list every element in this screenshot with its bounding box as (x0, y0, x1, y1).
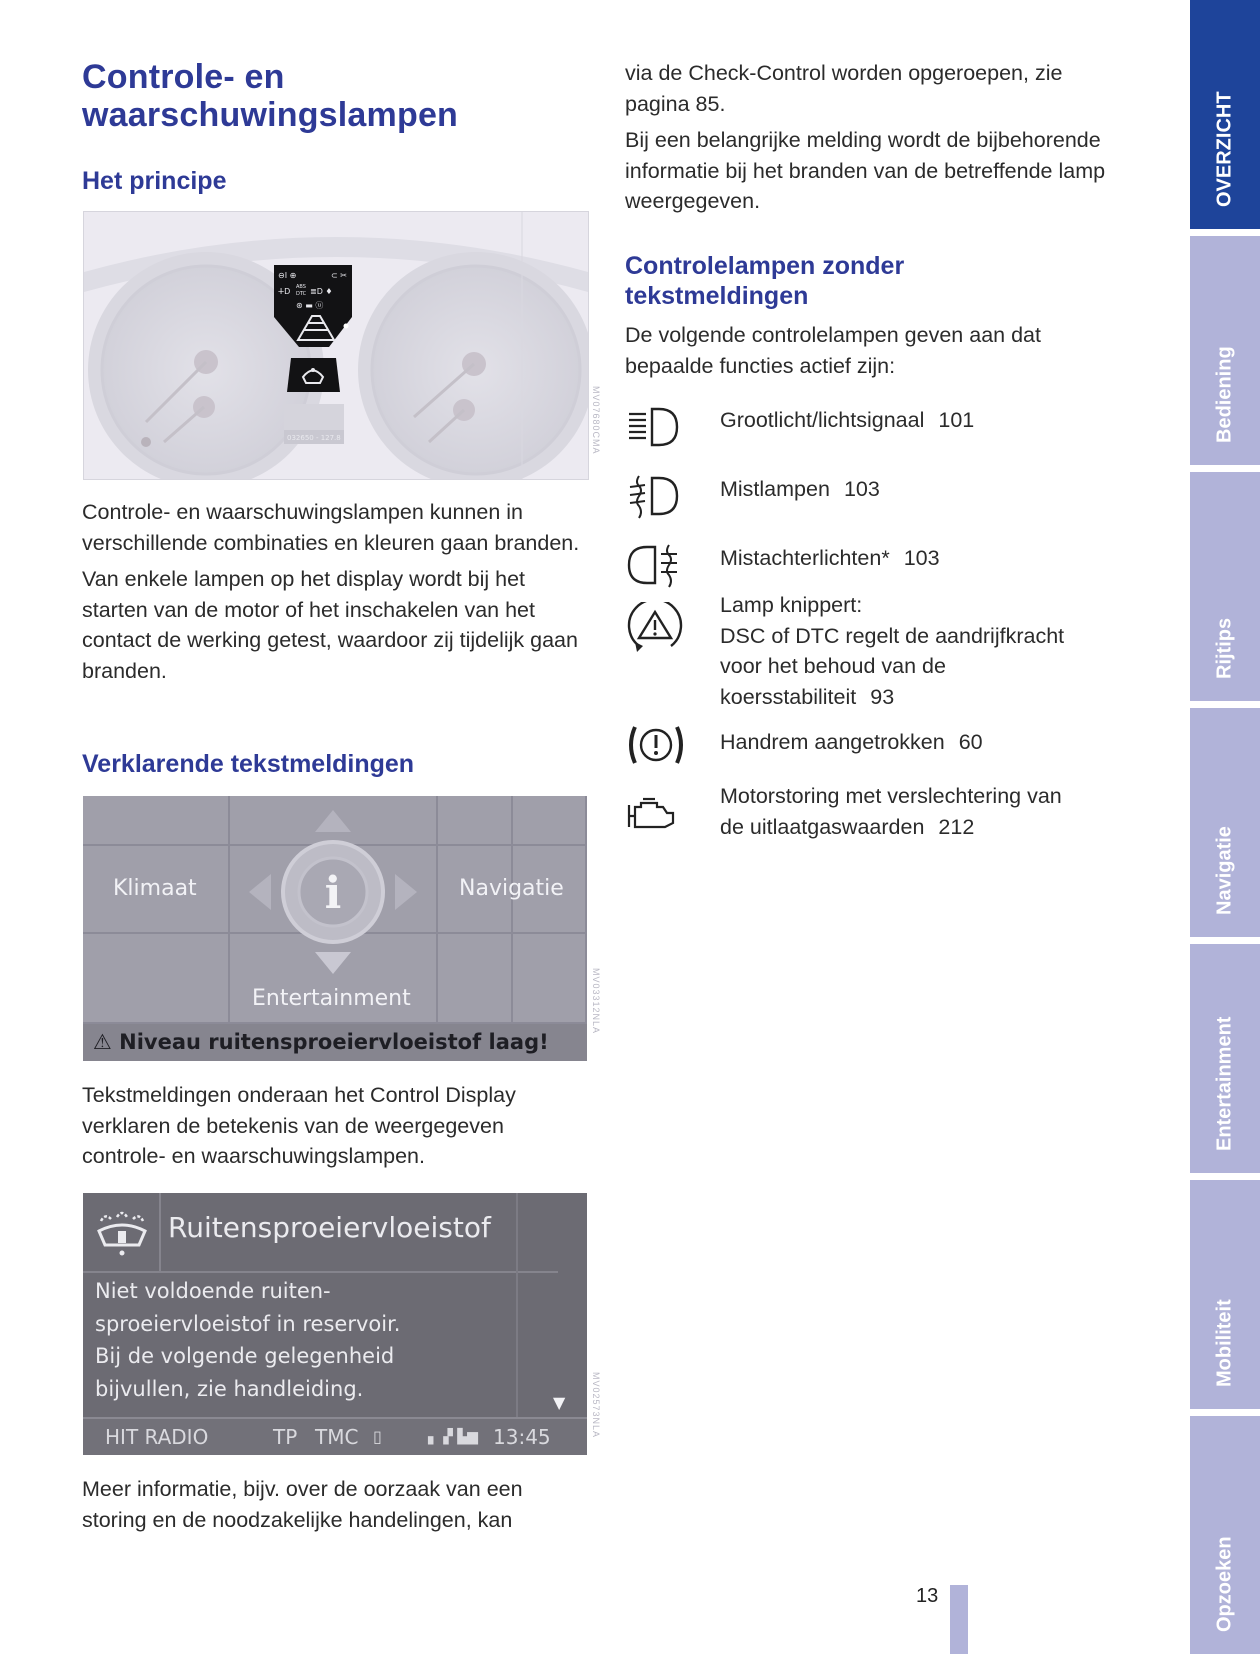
tab-overzicht[interactable] (1190, 0, 1260, 229)
lamp-description (720, 727, 1120, 758)
lamp-label: Handrem aangetrokken (720, 730, 945, 754)
lamp-label: de uitlaatgaswaarden (720, 814, 925, 839)
page-reference-link[interactable]: 60 (958, 730, 983, 754)
page-reference-link[interactable]: 103 (843, 477, 880, 501)
instrument-cluster-figure (83, 211, 589, 480)
fog-lamp-icon (625, 474, 687, 520)
menu-item-navigatie[interactable]: Navigatie (459, 876, 564, 901)
page-title-line2: waarschuwingslampen (82, 96, 459, 134)
lamp-label: koersstabiliteit (720, 684, 857, 709)
status-radio: HIT RADIO (105, 1425, 209, 1449)
svg-text:⊂ ✂: ⊂ ✂ (331, 271, 347, 280)
page-reference-link[interactable]: 93 (870, 684, 895, 709)
svg-text:⊖I ⊕: ⊖I ⊕ (278, 271, 297, 280)
status-tmc: TMC (315, 1425, 359, 1449)
lamp-description (720, 405, 1120, 436)
tab-label: Navigatie (1213, 826, 1236, 915)
status-bar (83, 1417, 587, 1455)
control-display-menu-figure (83, 796, 587, 1061)
message-line: Niet voldoende ruiten- (95, 1279, 331, 1303)
lamps-intro (625, 320, 1130, 381)
handbrake-icon (625, 723, 687, 769)
phone-icon: ▯ (373, 1427, 382, 1446)
lamp-label: DSC of DTC regelt de aandrijfkracht (720, 623, 1065, 648)
message-line: Bij de volgende gelegenheid (95, 1344, 395, 1368)
page-reference-link[interactable]: 103 (903, 546, 940, 570)
lamp-label: Mistlampen (720, 477, 830, 501)
tab-label: OVERZICHT (1213, 91, 1236, 207)
lamp-description (720, 590, 1120, 712)
menu-item-entertainment[interactable]: Entertainment (252, 986, 411, 1011)
paragraph: De volgende controlelampen geven aan dat bepaalde functies actief zijn: (625, 323, 1041, 378)
lamp-description (720, 543, 1120, 574)
rear-fog-lamp-icon (625, 543, 687, 589)
page-number: 13 (916, 1585, 939, 1607)
right-intro-text (625, 58, 1130, 217)
figure-code: MV03312NLA (591, 968, 601, 1035)
page-title-line1: Controle- en (82, 58, 285, 96)
page-reference-link[interactable]: 101 (938, 408, 975, 432)
tab-label: Opzoeken (1213, 1536, 1236, 1632)
arrow-right-icon (395, 874, 417, 910)
controller-dial-icon (243, 804, 423, 984)
section-heading-lamps-without-messages (625, 251, 904, 311)
heading-line: Controlelampen zonder (625, 252, 905, 280)
paragraph: Controle- en waarschuwingslampen kunnen in verschillende combinaties en kleuren gaan branden. (82, 500, 580, 555)
status-tp: TP (273, 1425, 298, 1449)
tab-label: Bediening (1213, 346, 1236, 443)
lamp-description (720, 781, 1120, 842)
engine-icon (625, 793, 687, 839)
lamp-label: voor het behoud van de (720, 654, 946, 678)
tab-label: Mobiliteit (1213, 1299, 1236, 1387)
message-body (95, 1275, 400, 1405)
svg-text:ABS: ABS (296, 284, 306, 290)
text-messages-paragraph (82, 1080, 592, 1172)
page-reference-link[interactable]: 212 (938, 814, 975, 839)
svg-text:032650 - 127.8: 032650 - 127.8 (287, 434, 341, 442)
signal-strength-icon: ▖▗▘▙▆ (428, 1429, 477, 1445)
intro-text (82, 497, 592, 686)
lamp-label: Lamp knippert: (720, 593, 863, 617)
paragraph: Bij een belangrijke melding wordt de bijbehorende informatie bij het branden van de betreffende lamp weergegeven. (625, 128, 1106, 213)
page-title (82, 58, 458, 134)
lamp-label: Motorstoring met verslechtering van (720, 784, 1062, 808)
message-line: bijvullen, zie handleiding. (95, 1376, 364, 1401)
arrow-down-icon (315, 952, 351, 974)
instrument-cluster-illustration (84, 212, 588, 479)
status-time: 13:45 (493, 1425, 551, 1449)
figure-code: MV07680CMA (591, 386, 601, 455)
dsc-icon (625, 602, 687, 654)
message-title: Ruitensproeiervloeistof (168, 1211, 491, 1244)
washer-fluid-icon (95, 1207, 149, 1261)
scroll-down-arrow-icon[interactable]: ▼ (553, 1393, 566, 1412)
tab-entertainment[interactable] (1190, 944, 1260, 1173)
svg-text:ⵜD: ⵜD (278, 287, 291, 296)
more-info-paragraph (82, 1474, 592, 1535)
svg-text:≣D ♦: ≣D ♦ (310, 287, 333, 296)
message-line: sproeiervloeistof in reservoir. (95, 1311, 401, 1336)
tab-bediening[interactable] (1190, 236, 1260, 465)
paragraph: Van enkele lampen op het display wordt bij het starten van de motor of het inschakelen van het contact de werking getest, waardoor zij tijdelijk gaan branden. (82, 567, 578, 683)
high-beam-icon (625, 405, 687, 451)
menu-item-klimaat[interactable]: Klimaat (113, 876, 197, 901)
tab-navigatie[interactable] (1190, 708, 1260, 937)
check-control-message-figure (83, 1193, 587, 1455)
svg-text:i: i (324, 868, 342, 919)
tab-opzoeken[interactable] (1190, 1416, 1260, 1654)
warning-text: Niveau ruitensproeiervloeistof laag! (119, 1030, 549, 1054)
warning-triangle-icon: ⚠ (93, 1030, 112, 1054)
figure-code: MV02573NLA (591, 1372, 601, 1439)
warning-message-bar (83, 1024, 587, 1061)
page-marker-bar (950, 1585, 968, 1654)
arrow-up-icon (315, 810, 351, 832)
paragraph: via de Check-Control worden opgeroepen, zie pagina 85. (625, 61, 1063, 116)
paragraph: Tekstmeldingen onderaan het Control Display verklaren de betekenis van de weergegeven controle- en waarschuwingslampen. (82, 1083, 516, 1168)
tab-mobiliteit[interactable] (1190, 1180, 1260, 1409)
arrow-left-icon (249, 874, 271, 910)
section-heading-principle: Het principe (82, 167, 227, 195)
heading-line: tekstmeldingen (625, 282, 809, 310)
tab-rijtips[interactable] (1190, 472, 1260, 701)
section-heading-text-messages: Verklarende tekstmeldingen (82, 750, 415, 778)
svg-text:DTC: DTC (296, 291, 307, 297)
paragraph: Meer informatie, bijv. over de oorzaak van een storing en de noodzakelijke handelingen, kan (82, 1477, 523, 1532)
lamp-label: Mistachterlichten* (720, 546, 890, 570)
lamp-label: Grootlicht/lichtsignaal (720, 408, 925, 432)
tab-label: Rijtips (1213, 617, 1236, 679)
svg-text:⊛ ▬ ⓤ: ⊛ ▬ ⓤ (296, 301, 324, 310)
lamp-description (720, 474, 1120, 505)
tab-label: Entertainment (1213, 1016, 1236, 1151)
